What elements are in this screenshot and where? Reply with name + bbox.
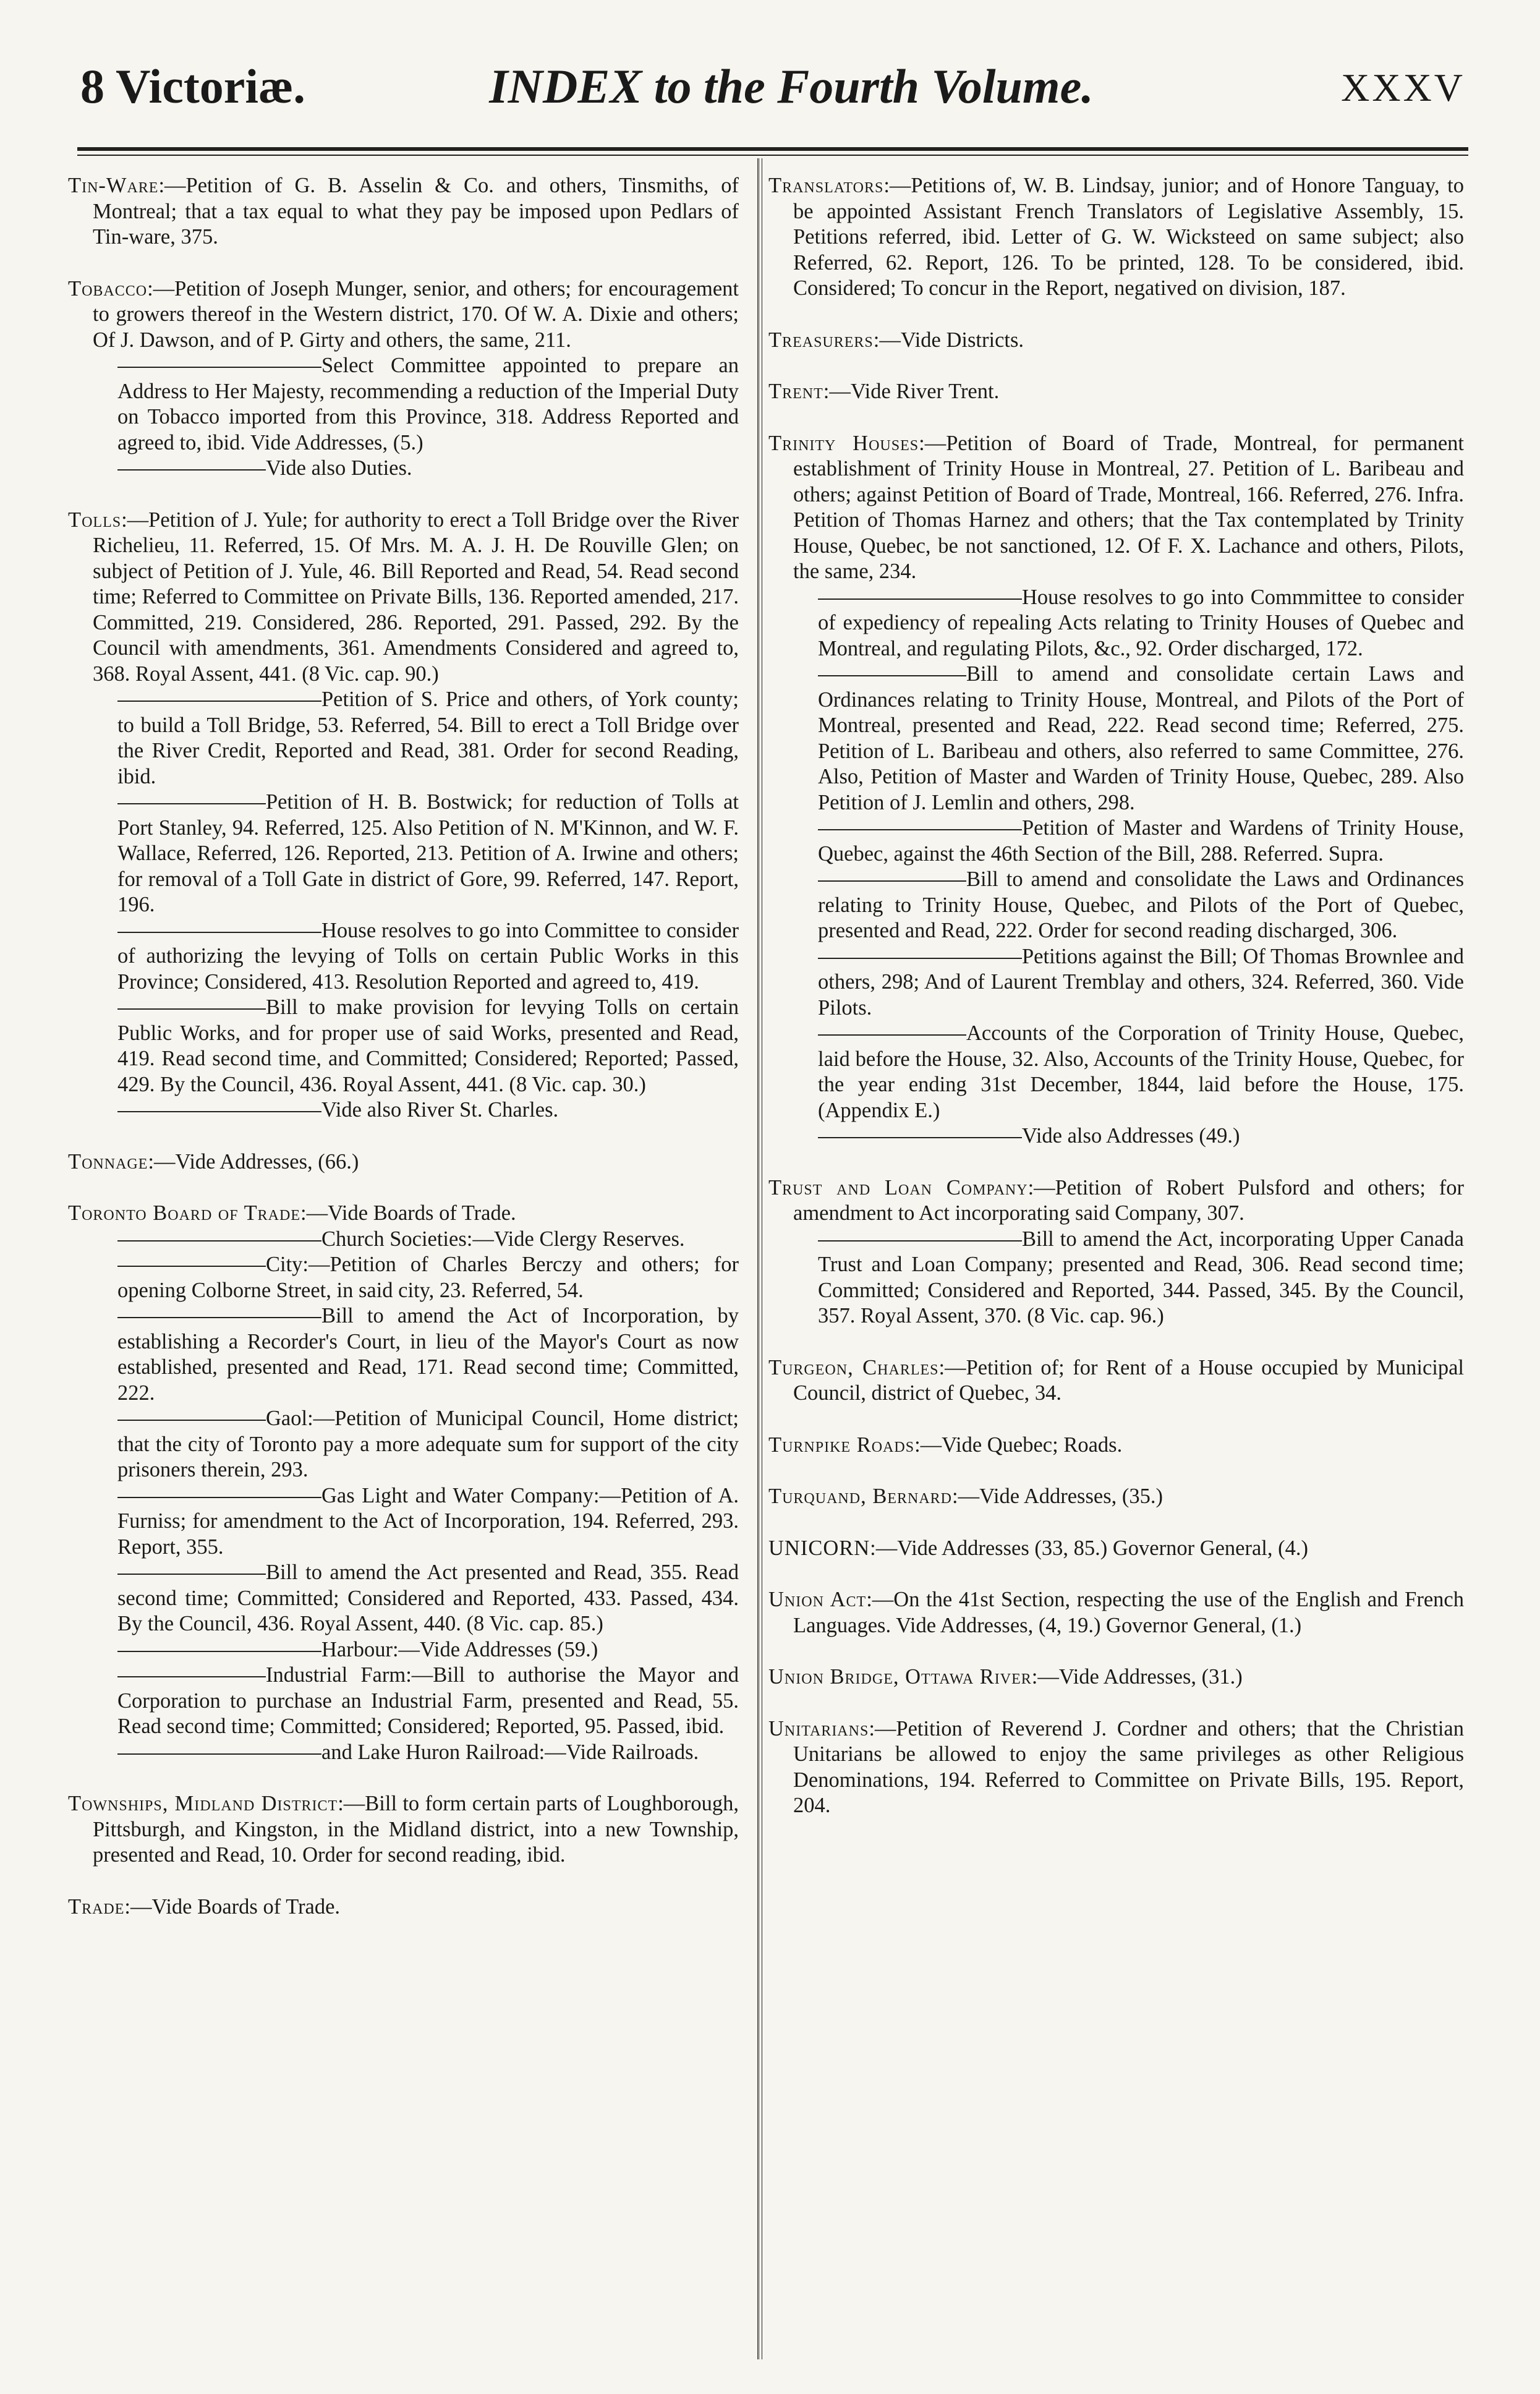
entry-subheading: [93, 1483, 739, 1561]
header-regnal-year: 8 Victoriæ.: [80, 59, 305, 113]
right-column: [768, 173, 1464, 2337]
subentry-text: Petition of S. Price and others, of York county; to build a Toll Bridge, 53. Referred, 54. Bill to erect a Toll Bridge over the River Credit, Reported and Read, 381. Order for second Reading, ibid.: [117, 688, 739, 788]
index-entry: [68, 173, 739, 250]
repeat-dash-rule: [117, 1420, 266, 1421]
index-entry: [68, 1149, 739, 1175]
index-entry: [768, 1433, 1464, 1459]
entry-subheading: [793, 1021, 1464, 1123]
entry-heading: Union Bridge, Ottawa River: [768, 1665, 1032, 1689]
index-entry: [768, 1664, 1464, 1690]
entry-subheading: [793, 816, 1464, 867]
index-entry: [768, 1536, 1464, 1562]
entry-heading: Trinity Houses: [768, 431, 919, 455]
entry-subheading: [93, 1663, 739, 1740]
index-entry: [68, 276, 739, 482]
repeat-dash-rule: [117, 1753, 321, 1755]
entry-subheading: [93, 1740, 739, 1766]
subentry-text: Petition of H. B. Bostwick; for reduction of Tolls at Port Stanley, 94. Referred, 125. Also Petition of N. M'Kinnon, and W. F. Wallace, Referred, 126. Reported, 213. Petition of A. Irwine and others; for removal of a Toll Gate in district of Gore, 99. Referred, 147. Report, 196.: [117, 790, 739, 916]
entry-heading: Union Act: [768, 1588, 867, 1611]
entry-heading: Treasurers: [768, 328, 874, 352]
repeat-dash-rule: [117, 1676, 266, 1677]
repeat-dash-rule: [818, 1137, 1022, 1138]
repeat-dash-rule: [117, 932, 321, 933]
entry-subheading: [93, 1560, 739, 1637]
entry-text: :—Petitions of, W. B. Lindsay, junior; and of Honore Tanguay, to be appointed Assistant French Translators of Legislative Assembly, 15. Petitions referred, ibid. Letter of G. W. Wicksteed on same subject; also Referred, 62. Report, 126. To be printed, 128. To be considered, ibid. Considered; To concur in the Report, negatived on division, 187.: [793, 174, 1464, 300]
repeat-dash-rule: [818, 1034, 966, 1036]
repeat-dash-rule: [818, 958, 1022, 959]
entry-heading: Tonnage: [68, 1149, 148, 1174]
subentry-text: City:—Petition of Charles Berczy and others; for opening Colborne Street, in said city, 23. Referred, 54.: [117, 1253, 739, 1302]
entry-heading: Toronto Board of Trade: [68, 1201, 300, 1225]
repeat-dash-rule: [117, 1651, 321, 1652]
entry-text: :—Petition of G. B. Asselin & Co. and others, Tinsmiths, of Montreal; that a tax equal to what they pay be imposed upon Pedlars of Tin-ware, 375.: [93, 174, 739, 249]
entry-subheading: [93, 918, 739, 995]
index-entry: [768, 1716, 1464, 1819]
index-entry: [768, 379, 1464, 405]
page-header: [80, 59, 1465, 127]
subentry-text: House resolves to go into Committee to consider of authorizing the levying of Tolls on certain Public Works in this Province; Considered, 413. Resolution Reported and agreed to, 419.: [117, 918, 739, 994]
entry-heading: Turgeon, Charles: [768, 1355, 939, 1379]
entry-text: :—Vide Addresses, (66.): [148, 1149, 359, 1174]
subentry-text: Bill to make provision for levying Tolls on certain Public Works, and for proper use of said Works, presented and Read, 419. Read second time, and Committed; Considered; Reported; Passed, 429. By the Council, 436. Royal Assent, 441. (8 Vic. cap. 30.): [117, 995, 739, 1096]
repeat-dash-rule: [818, 598, 1022, 600]
subentry-text: Gas Light and Water Company:—Petition of A. Furniss; for amendment to the Act of Incorporation, 194. Referred, 293. Report, 355.: [117, 1483, 739, 1559]
subentry-text: Bill to amend the Act presented and Read, 355. Read second time; Committed; Considered and Reported, 433. Passed, 434. By the Council, 436. Royal Assent, 440. (8 Vic. cap. 85.): [117, 1561, 739, 1635]
header-rule-thin: [77, 155, 1468, 156]
repeat-dash-rule: [818, 829, 1022, 830]
subentry-text: House resolves to go into Commmittee to consider of expediency of repealing Acts relating to Trinity Houses of Quebec and Montreal, and regulating Pilots, &c., 92. Order discharged, 172.: [818, 585, 1464, 660]
index-entry: [768, 328, 1464, 354]
entry-text: :—Vide Quebec; Roads.: [914, 1433, 1123, 1457]
entry-text: :—Vide River Trent.: [823, 380, 1000, 403]
subentry-text: Vide also River St. Charles.: [321, 1098, 559, 1122]
entry-text: :—Vide Addresses, (31.): [1031, 1665, 1243, 1689]
entry-subheading: [793, 867, 1464, 944]
repeat-dash-rule: [117, 1240, 321, 1242]
entry-subheading: [93, 1303, 739, 1406]
subentry-text: Bill to amend the Act, incorporating Upper Canada Trust and Loan Company; presented and Read, 306. Read second time; Committed; Considered and Reported, 344. Passed, 345. By the Council, 357. Royal Assent, 370. (8 Vic. cap. 96.): [818, 1227, 1464, 1327]
header-rule: [77, 147, 1468, 151]
entry-heading: Townships, Midland District: [68, 1792, 338, 1815]
entry-subheading: [93, 1227, 739, 1253]
entry-text: :—Petition of Reverend J. Cordner and others; that the Christian Unitarians be allowed to enjoy the same privileges as other Religious Denominations, 194. Referred to Committee on Private Bills, 195. Report, 204.: [793, 1716, 1464, 1817]
entry-heading: Tolls: [68, 508, 122, 532]
entry-heading: Turnpike Roads: [768, 1433, 915, 1457]
entry-text: :—Petition of Robert Pulsford and others; for amendment to Act incorporating said Company, 307.: [793, 1175, 1464, 1225]
index-entry: [768, 1175, 1464, 1329]
repeat-dash-rule: [117, 1111, 321, 1112]
subentry-text: Petitions against the Bill; Of Thomas Brownlee and others, 298; And of Laurent Tremblay and others, 324. Referred, 360. Vide Pilots.: [818, 944, 1464, 1020]
entry-text: :—Vide Districts.: [873, 328, 1024, 352]
subentry-text: Petition of Master and Wardens of Trinity House, Quebec, against the 46th Section of the Bill, 288. Referred. Supra.: [818, 816, 1464, 866]
entry-subheading: [93, 1252, 739, 1303]
entry-text: :—Bill to form certain parts of Loughborough, Pittsburgh, and Kingston, in the Midland district, into a new Township, presented and Read, 10. Order for second reading, ibid.: [93, 1792, 739, 1867]
entry-subheading: [93, 995, 739, 1097]
subentry-text: Vide also Addresses (49.): [1022, 1124, 1240, 1148]
entry-text: :—Petition of J. Yule; for authority to erect a Toll Bridge over the River Richelieu, 11. Referred, 15. Of Mrs. M. A. J. H. De Rouville Glen; on subject of Petition of J. Yule, 46. Bill Reported and Read, 54. Read second time; Referred to Committee on Private Bills, 136. Reported amended, 217. Committed, 219. Considered, 286. Reported, 291. Passed, 292. By the Council with amendments, 361. Amendments Considered and agreed to, 368. Royal Assent, 441. (8 Vic. cap. 90.): [93, 508, 739, 686]
index-entry: [768, 431, 1464, 1149]
index-entry: [68, 508, 739, 1123]
entry-subheading: [793, 1123, 1464, 1149]
subentry-text: Bill to amend and consolidate certain Laws and Ordinances relating to Trinity House, Montreal, and Pilots of the Port of Montreal, presented and Read, 222. Read second time; Referred, 275. Petition of L. Baribeau and others, also referred to same Committee, 276. Also, Petition of Master and Warden of Trinity House, Quebec, 289. Also Petition of J. Lemlin and others, 298.: [818, 662, 1464, 814]
index-entry: [68, 1201, 739, 1765]
subentry-text: Select Committee appointed to prepare an Address to Her Majesty, recommending a reduction of the Imperial Duty on Tobacco imported from this Province, 318. Address Reported and agreed to, ibid. Vide Addresses, (5.): [117, 354, 739, 454]
repeat-dash-rule: [117, 1497, 321, 1498]
subentry-text: and Lake Huron Railroad:—Vide Railroads.: [321, 1740, 699, 1764]
entry-heading: Tobacco: [68, 276, 148, 300]
entry-text: :—Petition of Board of Trade, Montreal, for permanent establishment of Trinity House in Montreal, 27. Petition of L. Baribeau and others; against Petition of Board of Trade, Montreal, 166. Referred, 276. Infra. Petition of Thomas Harnez and others; that the Tax contemplated by Trinity House, Quebec, be not sanctioned, 12. Of F. X. Lachance and others, Pilots, the same, 234.: [793, 431, 1465, 583]
repeat-dash-rule: [117, 1317, 321, 1318]
entry-heading: Trent: [768, 380, 823, 403]
subentry-text: Harbour:—Vide Addresses (59.): [321, 1637, 598, 1661]
repeat-dash-rule: [818, 675, 966, 676]
header-page-number: XXXV: [1341, 66, 1465, 109]
entry-subheading: [793, 944, 1464, 1021]
entry-subheading: [93, 1097, 739, 1123]
entry-text: :—Vide Boards of Trade.: [300, 1201, 516, 1225]
subentry-text: Accounts of the Corporation of Trinity House, Quebec, laid before the House, 32. Also, Accounts of the Trinity House, Quebec, for the year ending 31st December, 1844, laid before the House, 175. (Appendix E.): [818, 1021, 1464, 1122]
subentry-text: Bill to amend and consolidate the Laws and Ordinances relating to Trinity House, Quebec, and Pilots of the Port of Quebec, presented and Read, 222. Order for second reading discharged, 306.: [818, 867, 1464, 942]
header-title: INDEX to the Fourth Volume.: [489, 59, 1094, 113]
subentry-text: Church Societies:—Vide Clergy Reserves.: [321, 1227, 685, 1251]
subentry-text: Bill to amend the Act of Incorporation, by establishing a Recorder's Court, in lieu of the Mayor's Court as now established, presented and Read, 171. Read second time; Committed, 222.: [117, 1304, 739, 1405]
entry-subheading: [93, 790, 739, 918]
repeat-dash-rule: [117, 803, 266, 804]
index-entry: [768, 1484, 1464, 1510]
repeat-dash-rule: [117, 701, 321, 702]
column-divider: [757, 158, 762, 2359]
subentry-text: Industrial Farm:—Bill to authorise the Mayor and Corporation to purchase an Industrial Farm, presented and Read, 55. Read second time; Committed; Considered; Reported, 95. Passed, ibid.: [117, 1663, 739, 1738]
left-column: [68, 173, 739, 2337]
entry-text: :—On the 41st Section, respecting the use of the English and French Languages. Vide Addresses, (4, 19.) Governor General, (1.): [793, 1588, 1464, 1637]
entry-heading: Trust and Loan Company: [768, 1175, 1028, 1199]
repeat-dash-rule: [117, 1008, 266, 1010]
entry-heading: Trade: [68, 1894, 125, 1919]
index-entry: [68, 1894, 739, 1920]
subentry-text: Gaol:—Petition of Municipal Council, Home district; that the city of Toronto pay a more adequate sum for support of the city prisoners therein, 293.: [117, 1407, 739, 1481]
subentry-text: Vide also Duties.: [266, 456, 412, 480]
entry-subheading: [93, 456, 739, 482]
entry-heading: UNICORN: [768, 1536, 870, 1560]
entry-subheading: [93, 1406, 739, 1483]
entry-heading: Translators: [768, 174, 884, 197]
repeat-dash-rule: [818, 1240, 1022, 1242]
entry-subheading: [93, 687, 739, 790]
entry-text: :—Petition of; for Rent of a House occupied by Municipal Council, district of Quebec, 34.: [793, 1355, 1464, 1405]
repeat-dash-rule: [117, 367, 321, 368]
entry-subheading: [793, 585, 1464, 662]
entry-text: :—Vide Boards of Trade.: [124, 1894, 341, 1919]
index-entry: [768, 173, 1464, 302]
entry-text: :—Vide Addresses, (35.): [952, 1485, 1163, 1508]
entry-text: :—Vide Addresses (33, 85.) Governor General, (4.): [870, 1536, 1308, 1560]
entry-text: :—Petition of Joseph Munger, senior, and others; for encouragement to growers thereof in the Western district, 170. Of W. A. Dixie and others; Of J. Dawson, and of P. Girty and others, the same, 211.: [93, 276, 739, 352]
index-entry: [768, 1587, 1464, 1638]
entry-heading: Unitarians: [768, 1716, 869, 1740]
entry-heading: Tin-Ware: [68, 174, 159, 197]
repeat-dash-rule: [818, 880, 966, 882]
entry-subheading: [793, 1227, 1464, 1329]
index-entry: [68, 1791, 739, 1868]
index-entry: [768, 1355, 1464, 1407]
entry-subheading: [793, 662, 1464, 816]
entry-subheading: [93, 353, 739, 456]
repeat-dash-rule: [117, 469, 266, 471]
entry-subheading: [93, 1637, 739, 1663]
entry-heading: Turquand, Bernard: [768, 1485, 953, 1508]
repeat-dash-rule: [117, 1266, 266, 1267]
repeat-dash-rule: [117, 1574, 266, 1575]
